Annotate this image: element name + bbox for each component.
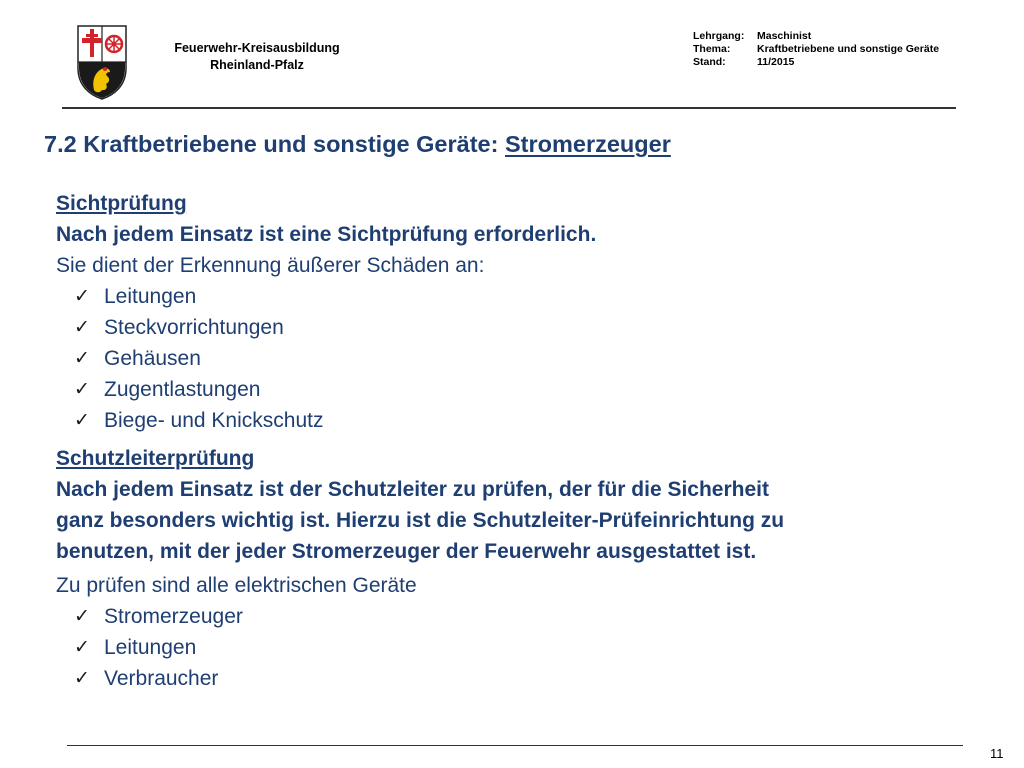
- meta-value: Kraftbetriebene und sonstige Geräte: [757, 43, 940, 55]
- checkmark-icon: ✓: [74, 348, 90, 369]
- checkmark-icon: ✓: [74, 410, 90, 431]
- checkmark-icon: ✓: [74, 668, 90, 689]
- section-statement-line: ganz besonders wichtig ist. Hierzu ist die Schutzleiter-Prüfeinrichtung zu: [56, 509, 785, 532]
- section-statement: Nach jedem Einsatz ist eine Sichtprüfung erforderlich.: [56, 223, 597, 246]
- meta-value: 11/2015: [757, 56, 795, 68]
- list-item: [56, 312, 956, 343]
- meta-row-thema: [693, 43, 939, 56]
- section-intro: Sie dient der Erkennung äußerer Schäden an:: [56, 254, 485, 277]
- meta-key: Stand:: [693, 56, 726, 68]
- list-item-label: Biege- und Knickschutz: [104, 409, 324, 432]
- footer-divider: [67, 745, 963, 746]
- list-item: [56, 343, 956, 374]
- check-list-devices: [56, 601, 956, 694]
- list-item: [56, 601, 956, 632]
- meta-key: Thema:: [693, 43, 731, 55]
- list-item: [56, 281, 956, 312]
- checkmark-icon: ✓: [74, 317, 90, 338]
- organization-region: Rheinland-Pfalz: [210, 58, 304, 72]
- rhineland-palatinate-coat-of-arms-icon: [76, 24, 128, 100]
- list-item: [56, 632, 956, 663]
- list-item: [56, 405, 956, 436]
- course-metadata: [693, 30, 939, 69]
- slide-title: [44, 127, 671, 161]
- list-item-label: Stromerzeuger: [104, 605, 243, 628]
- meta-key: Lehrgang:: [693, 30, 745, 42]
- list-item-label: Gehäusen: [104, 347, 201, 370]
- meta-row-lehrgang: [693, 30, 939, 43]
- list-item: [56, 374, 956, 405]
- title-prefix: 7.2 Kraftbetriebene und sonstige Geräte:: [44, 131, 505, 157]
- list-item-label: Leitungen: [104, 285, 197, 308]
- title-topic: Stromerzeuger: [504, 131, 671, 157]
- organization-block: [150, 40, 364, 74]
- check-list-damage: [56, 281, 956, 436]
- list-item-label: Steckvorrichtungen: [104, 316, 284, 339]
- page-number: 11: [990, 746, 1004, 761]
- header-divider: [62, 107, 956, 109]
- checkmark-icon: ✓: [74, 286, 90, 307]
- section-heading-sichtpruefung: Sichtprüfung: [56, 192, 187, 215]
- checkmark-icon: ✓: [74, 637, 90, 658]
- organization-name: Feuerwehr-Kreisausbildung: [174, 41, 340, 55]
- checkmark-icon: ✓: [74, 379, 90, 400]
- list-item-label: Leitungen: [104, 636, 197, 659]
- list-item: [56, 663, 956, 694]
- checkmark-icon: ✓: [74, 606, 90, 627]
- meta-row-stand: [693, 56, 939, 69]
- section-statement-line: benutzen, mit der jeder Stromerzeuger der Feuerwehr ausgestattet ist.: [56, 540, 757, 563]
- meta-value: Maschinist: [757, 30, 812, 42]
- section-heading-schutzleiterpruefung: Schutzleiterprüfung: [56, 447, 255, 470]
- slide-content: [56, 189, 956, 694]
- list-item-label: Verbraucher: [104, 667, 219, 690]
- list-item-label: Zugentlastungen: [104, 378, 261, 401]
- section-statement-line: Nach jedem Einsatz ist der Schutzleiter zu prüfen, der für die Sicherheit: [56, 478, 769, 501]
- section-intro: Zu prüfen sind alle elektrischen Geräte: [56, 574, 417, 597]
